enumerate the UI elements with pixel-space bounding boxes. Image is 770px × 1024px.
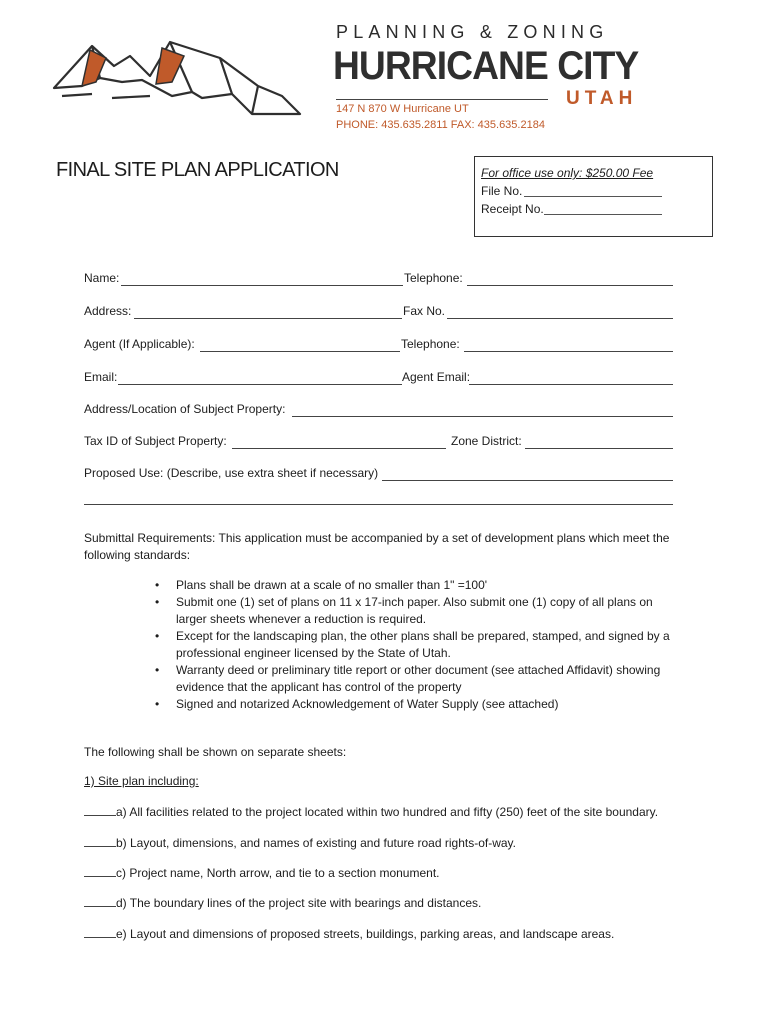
list-item: • Signed and notarized Acknowledgement of Water Supply (see attached) <box>150 696 686 713</box>
agent-field[interactable] <box>200 350 400 352</box>
agent-label: Agent (If Applicable): <box>84 337 195 351</box>
agent-email-label: Agent Email: <box>402 370 471 384</box>
state-name: UTAH <box>566 88 638 109</box>
checkbox-blank[interactable] <box>84 865 116 877</box>
checklist-item-e: e) Layout and dimensions of proposed streets, buildings, parking areas, and landscape areas. <box>84 926 614 941</box>
checklist-item-d: d) The boundary lines of the project site with bearings and distances. <box>84 895 481 910</box>
telephone-field[interactable] <box>467 284 673 286</box>
agent-telephone-field[interactable] <box>464 350 673 352</box>
city-logo-icon <box>52 36 302 116</box>
fax-label: Fax No. <box>403 304 446 318</box>
receipt-number-field[interactable] <box>544 202 662 215</box>
email-label: Email: <box>84 370 118 384</box>
checkbox-blank[interactable] <box>84 895 116 907</box>
checkbox-blank[interactable] <box>84 804 116 816</box>
list-item: • Submit one (1) set of plans on 11 x 17-inch paper. Also submit one (1) copy of all plans on larger sheets whenever a reduction is required. <box>150 594 686 628</box>
checkbox-blank[interactable] <box>84 835 116 847</box>
agent-telephone-label: Telephone: <box>401 337 460 351</box>
name-label: Name: <box>84 271 120 285</box>
tax-id-field[interactable] <box>232 447 446 449</box>
header-divider <box>336 99 548 100</box>
address-label: Address: <box>84 304 132 318</box>
department-name: PLANNING & ZONING <box>336 22 609 42</box>
telephone-label: Telephone: <box>404 271 463 285</box>
submittal-intro: Submittal Requirements: This application must be accompanied by a set of development plans which meet the following standards: <box>84 531 670 562</box>
email-field[interactable] <box>118 383 402 385</box>
list-item: • Except for the landscaping plan, the other plans shall be prepared, stamped, and signed by a professional engineer licensed by the State of Utah. <box>150 628 686 662</box>
receipt-number-label: Receipt No. <box>481 202 544 216</box>
proposed-use-label: Proposed Use: (Describe, use extra sheet if necessary) <box>84 466 379 480</box>
submittal-requirements-list <box>150 577 686 713</box>
property-location-field[interactable] <box>292 415 673 417</box>
checklist-item-a: a) All facilities related to the project located within two hundred and fifty (250) feet of the site boundary. <box>84 804 658 819</box>
proposed-use-field-line-2[interactable] <box>84 503 673 505</box>
page-title: FINAL SITE PLAN APPLICATION <box>56 159 339 181</box>
agent-email-field[interactable] <box>469 383 673 385</box>
office-phone-fax: PHONE: 435.635.2811 FAX: 435.635.2184 <box>336 119 545 131</box>
tax-id-label: Tax ID of Subject Property: <box>84 434 227 448</box>
address-field[interactable] <box>134 317 402 319</box>
list-item: • Warranty deed or preliminary title report or other document (see attached Affidavit) showing evidence that the applicant has control of the property <box>150 662 686 696</box>
fax-field[interactable] <box>447 317 673 319</box>
zone-district-label: Zone District: <box>451 434 522 448</box>
checklist-item-b: b) Layout, dimensions, and names of existing and future road rights-of-way. <box>84 835 516 850</box>
city-name: HURRICANE CITY <box>333 44 639 88</box>
list-item: • Plans shall be drawn at a scale of no smaller than 1" =100' <box>150 577 686 594</box>
file-number-field[interactable] <box>524 184 662 197</box>
office-fee: For office use only: $250.00 Fee <box>481 166 654 180</box>
name-field[interactable] <box>121 284 403 286</box>
office-address: 147 N 870 W Hurricane UT <box>336 103 469 115</box>
site-plan-heading: 1) Site plan including: <box>84 774 199 788</box>
checkbox-blank[interactable] <box>84 926 116 938</box>
proposed-use-field[interactable] <box>382 479 673 481</box>
property-location-label: Address/Location of Subject Property: <box>84 402 286 416</box>
checklist-item-c: c) Project name, North arrow, and tie to a section monument. <box>84 865 439 880</box>
file-number-label: File No. <box>481 184 523 198</box>
zone-district-field[interactable] <box>525 447 673 449</box>
sheets-intro: The following shall be shown on separate sheets: <box>84 745 347 759</box>
